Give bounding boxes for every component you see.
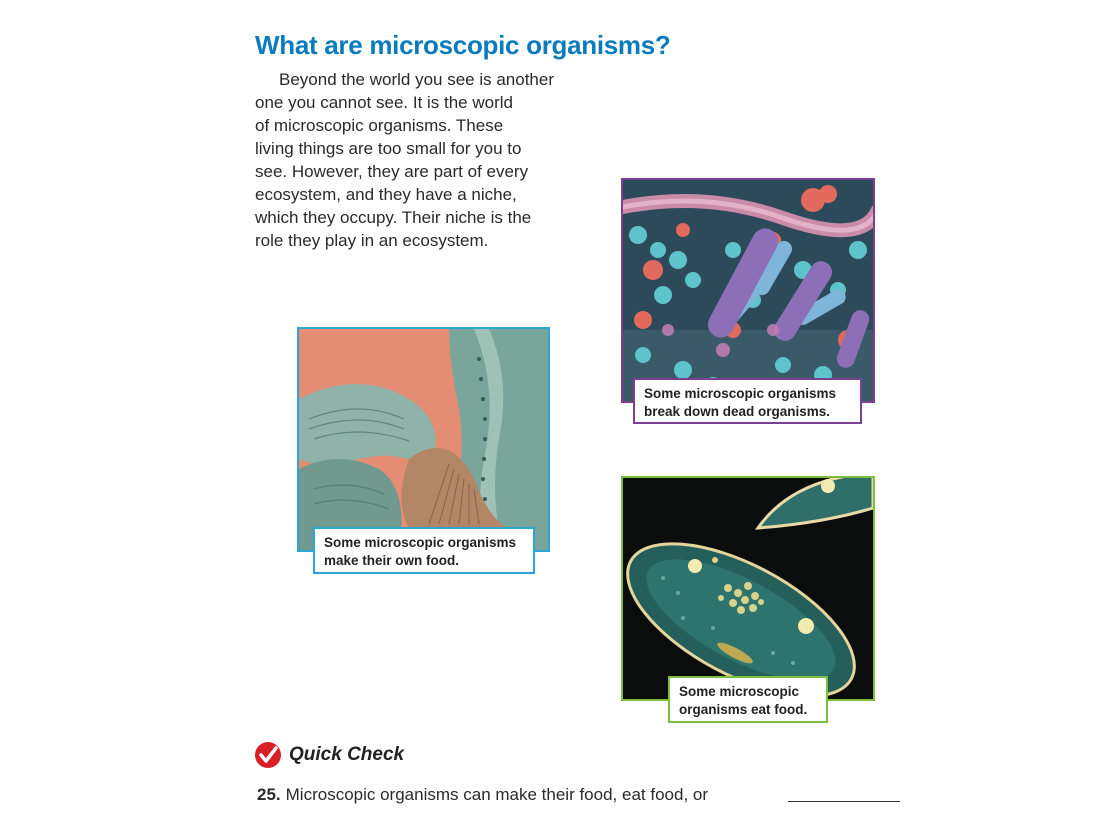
quick-check-header xyxy=(255,740,404,770)
caption-line: Some microscopic xyxy=(679,684,800,699)
intro-line: role they play in an ecosystem. xyxy=(255,231,489,250)
bacteria-photo xyxy=(621,178,875,403)
question-number: 25. xyxy=(257,785,281,804)
checkmark-icon xyxy=(255,742,281,768)
caption-line: Some microscopic organisms xyxy=(644,386,837,401)
intro-line: one you cannot see. It is the world xyxy=(255,93,513,112)
paramecium-photo xyxy=(621,476,875,701)
caption-line: organisms eat food. xyxy=(679,702,808,717)
answer-blank[interactable] xyxy=(788,801,900,802)
caption-line: break down dead organisms. xyxy=(644,404,831,419)
question-25 xyxy=(257,785,708,805)
diatoms-caption xyxy=(313,527,535,574)
caption-line: make their own food. xyxy=(324,553,460,568)
question-text: Microscopic organisms can make their food, eat food, or xyxy=(285,785,709,804)
bacteria-caption xyxy=(633,378,862,424)
intro-line: which they occupy. Their niche is the xyxy=(255,208,532,227)
intro-line: Beyond the world you see is another xyxy=(279,70,555,89)
intro-line: see. However, they are part of every xyxy=(255,162,529,181)
paramecium-caption xyxy=(668,676,828,723)
intro-line: living things are too small for you to xyxy=(255,139,522,158)
intro-line: of microscopic organisms. These xyxy=(255,116,504,135)
page-heading: What are microscopic organisms? xyxy=(255,30,671,60)
intro-line: ecosystem, and they have a niche, xyxy=(255,185,517,204)
quick-check-label: Quick Check xyxy=(289,744,405,765)
diatoms-photo xyxy=(297,327,550,552)
intro-paragraph xyxy=(255,68,615,252)
caption-line: Some microscopic organisms xyxy=(324,535,517,550)
